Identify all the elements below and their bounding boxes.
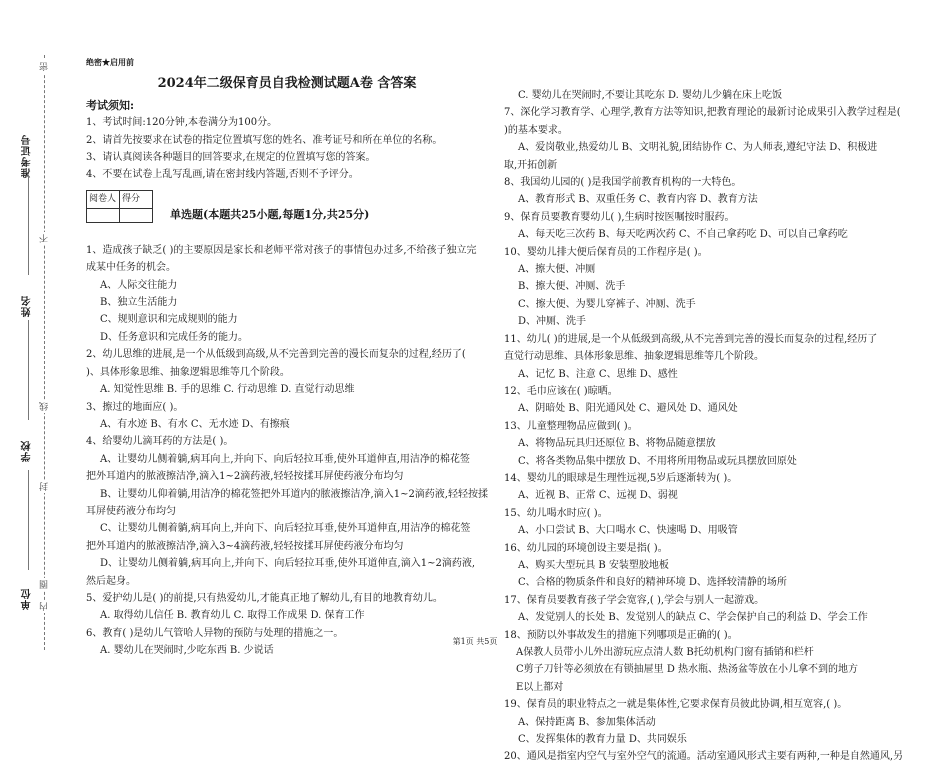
section-title: 单选题(本题共25小题,每题1分,共25分)	[170, 207, 370, 221]
label-school: 学校	[22, 440, 33, 462]
question-line: B、独立生活能力	[100, 297, 178, 309]
right-column	[504, 87, 904, 766]
question-line: 把外耳道内的脓液擦洁净,滴入1~2滴药液,轻轻按揉耳屏使药液分布均匀	[86, 471, 404, 483]
question-line: 取,开拓创新	[504, 159, 558, 171]
question-line: A、发觉别人的长处 B、发觉别人的缺点 C、学会保护自己的利益 D、学会工作	[518, 612, 868, 624]
binding-margin	[0, 0, 80, 671]
right-question-list	[504, 87, 904, 766]
question-line: A保教人员带小儿外出游玩应点清人数 B托幼机构门窗有插销和栏杆	[516, 647, 814, 658]
question-line: A、将物品玩具归还原位 B、将物品随意摆放	[518, 438, 716, 450]
grader-label: 阅卷人	[87, 190, 120, 208]
question-line: B、擦大便、冲厕、洗手	[518, 281, 626, 293]
blank-exam-number	[28, 175, 29, 275]
seal-dashed-line	[44, 55, 45, 650]
question-line: A、保持距离 B、参加集体活动	[518, 716, 656, 728]
question-line: C、合格的物质条件和良好的精神环境 D、选择较清静的场所	[518, 577, 787, 589]
question-line: A、购买大型玩具 B 安装塑胶地板	[518, 559, 669, 571]
left-column	[86, 54, 488, 660]
question-line: 19、保育员的职业特点之一就是集体性,它要求保育员彼此协调,相互宽容,( )。	[504, 699, 848, 711]
question-line: A、每天吃三次药 B、每天吃两次药 C、不自己拿药吃 D、可以自己拿药吃	[518, 229, 848, 241]
question-line: 4、给婴幼儿滴耳药的方法是( )。	[86, 436, 234, 448]
question-line: 6、教育( )是幼儿气管哈人异物的预防与处理的措施之一。	[86, 627, 344, 639]
blank-school	[28, 470, 29, 570]
question-line: 20、通风是指室内空气与室外空气的流通。活动室通风形式主要有两种,一种是自然通风,另	[504, 751, 904, 763]
label-name: 姓名	[22, 295, 33, 317]
question-line: A. 婴幼儿在哭闹时,少吃东西 B. 少说话	[100, 645, 274, 657]
seal-char: 封	[40, 482, 50, 491]
question-line: D、任务意识和完成任务的能力。	[100, 331, 249, 343]
question-line: A、阴暗处 B、阳光通风处 C、避风处 D、通风处	[518, 403, 738, 415]
question-line: A. 取得幼儿信任 B. 教育幼儿 C. 取得工作成果 D. 保育工作	[100, 610, 365, 622]
question-line: C、规则意识和完成规则的能力	[100, 314, 238, 326]
question-line: 14、婴幼儿的眼球是生理性远视,5岁后逐渐转为( )。	[504, 472, 738, 484]
question-line: 16、幼儿园的环境创设主要是指( )。	[504, 542, 668, 554]
question-line: C、擦大便、为婴儿穿裤子、冲厕、洗手	[518, 298, 696, 310]
question-line: C、将各类物品集中摆放 D、不用将所用物品或玩具摆放回原处	[518, 455, 797, 467]
question-line: A、让婴幼儿侧着躺,病耳向上,并向下、向后轻拉耳垂,使外耳道伸直,用洁净的棉花签	[100, 453, 470, 465]
question-line: C、发挥集体的教育力量 D、共同娱乐	[518, 734, 687, 746]
question-line: )、具体形象思维、抽象逻辑思维等几个阶段。	[86, 366, 290, 378]
secret-mark: 绝密★启用前	[86, 57, 134, 67]
question-line: C剪子刀针等必须放在有锁抽屉里 D 热水瓶、热汤盆等放在小儿拿不到的地方	[516, 664, 859, 676]
question-line: 13、儿童整理物品应做到( )。	[504, 420, 638, 432]
seal-char: 线	[40, 402, 50, 411]
page-title: 2024年二级保育员自我检测试题A卷 含答案	[157, 76, 417, 92]
question-line: D、冲厕、洗手	[518, 316, 587, 328]
label-unit: 单位	[22, 588, 33, 610]
question-line: 15、幼儿喝水时应( )。	[504, 507, 608, 519]
question-line: 9、保育员要教育婴幼儿( ),生病时按医嘱按时服药。	[504, 211, 735, 223]
question-line: 7、深化学习教育学、心理学,教育方法等知识,把教育理论的最新讨论成果引入教学过程是(	[504, 107, 901, 119]
label-exam-number: 准考证号	[22, 134, 33, 178]
page-footer: 第1页 共5页	[452, 637, 498, 646]
blank-name	[28, 320, 29, 420]
score-table	[86, 190, 153, 223]
question-line: A、记忆 B、注意 C、思维 D、感性	[518, 368, 678, 380]
notice-heading: 考试须知:	[86, 98, 135, 112]
score-row	[86, 190, 488, 228]
question-line: 1、造成孩子缺乏( )的主要原因是家长和老师平常对孩子的事情包办过多,不给孩子独立完	[86, 244, 477, 256]
seal-char: 内	[40, 602, 50, 611]
score-label: 得分	[120, 190, 153, 208]
question-line: A. 知觉性思维 B. 手的思维 C. 行动思维 D. 直觉行动思维	[100, 384, 355, 396]
question-line: 2、幼儿思维的进展,是一个从低级到高级,从不完善到完善的漫长而复杂的过程,经历了(	[86, 349, 466, 361]
score-cell	[120, 209, 153, 223]
question-line: 10、婴幼儿排大便后保育员的工作程序是( )。	[504, 246, 708, 258]
seal-char: 密	[40, 62, 50, 71]
question-line: 12、毛巾应该在( )晾晒。	[504, 385, 618, 397]
notice-item: 1、考试时间:120分钟,本卷满分为100分。	[86, 117, 278, 129]
question-line: A、有水迹 B、有水 C、无水迹 D、有擦痕	[100, 418, 290, 430]
question-line: 把外耳道内的脓液擦洁净,滴入3~4滴药液,轻轻按揉耳屏使药液分布均匀	[86, 540, 404, 552]
question-line: 3、擦过的地面应( )。	[86, 401, 184, 413]
question-line: 8、我国幼儿园的( )是我国学前教育机构的一大特色。	[504, 177, 742, 189]
question-line: 然后起身。	[86, 575, 136, 587]
question-line: A、近视 B、正常 C、远视 D、弱视	[518, 490, 678, 502]
question-line: C. 婴幼儿在哭闹时,不要让其吃东 D. 婴幼儿少躺在床上吃饭	[518, 90, 783, 101]
question-line: C、让婴幼儿侧着躺,病耳向上,并向下、向后轻拉耳垂,使外耳道伸直,用洁净的棉花签	[100, 523, 471, 535]
notice-item: 3、请认真阅读各种题目的回答要求,在规定的位置填写您的答案。	[86, 152, 376, 164]
notice-item: 4、不要在试卷上乱写乱画,请在密封线内答题,否则不予评分。	[86, 169, 359, 181]
grader-cell	[87, 209, 120, 223]
question-line: 5、爱护幼儿是( )的前提,只有热爱幼儿,才能真正地了解幼儿,有目的地教育幼儿。	[86, 592, 443, 604]
question-line: 耳屏使药液分布均匀	[86, 505, 176, 517]
question-line: 17、保育员要教育孩子学会宽容,( ),学会与别人一起游戏。	[504, 594, 765, 606]
question-line: 18、预防以外事故发生的措施下列哪项是正确的( )。	[504, 629, 738, 641]
notice-item: 2、请首先按要求在试卷的指定位置填写您的姓名、准考证号和所在单位的名称。	[86, 134, 443, 146]
question-line: D、让婴幼儿侧着躺,病耳向上,并向下、向后轻拉耳垂,使外耳道伸直,滴入1~2滴药液,	[100, 558, 476, 570]
question-line: )的基本要求。	[504, 124, 568, 136]
left-question-list	[86, 242, 488, 660]
question-line: A、教育形式 B、双重任务 C、教育内容 D、教育方法	[518, 194, 758, 206]
question-line: E以上都对	[516, 681, 564, 693]
question-line: A、爱岗敬业,热爱幼儿 B、文明礼貌,团结协作 C、为人师表,遵纪守法 D、积极进	[518, 142, 878, 154]
question-line: B、让婴幼儿仰着躺,用洁净的棉花签把外耳道内的脓液擦洁净,滴入1~2滴药液,轻轻按揉	[100, 488, 488, 500]
question-line: 11、幼儿( )的进展,是一个从低级到高级,从不完善到完善的漫长而复杂的过程,经历了	[504, 333, 878, 345]
seal-char: 圈	[40, 580, 50, 589]
question-line: A、人际交往能力	[100, 279, 178, 291]
question-line: 直觉行动思维、具体形象思维、抽象逻辑思维等几个阶段。	[504, 351, 764, 363]
question-line: A、小口尝试 B、大口喝水 C、快速喝 D、用吸管	[518, 525, 738, 537]
question-line: A、擦大便、冲厕	[518, 264, 596, 276]
question-line: 成某中任务的机会。	[86, 262, 176, 274]
seal-char: 不	[40, 234, 50, 243]
